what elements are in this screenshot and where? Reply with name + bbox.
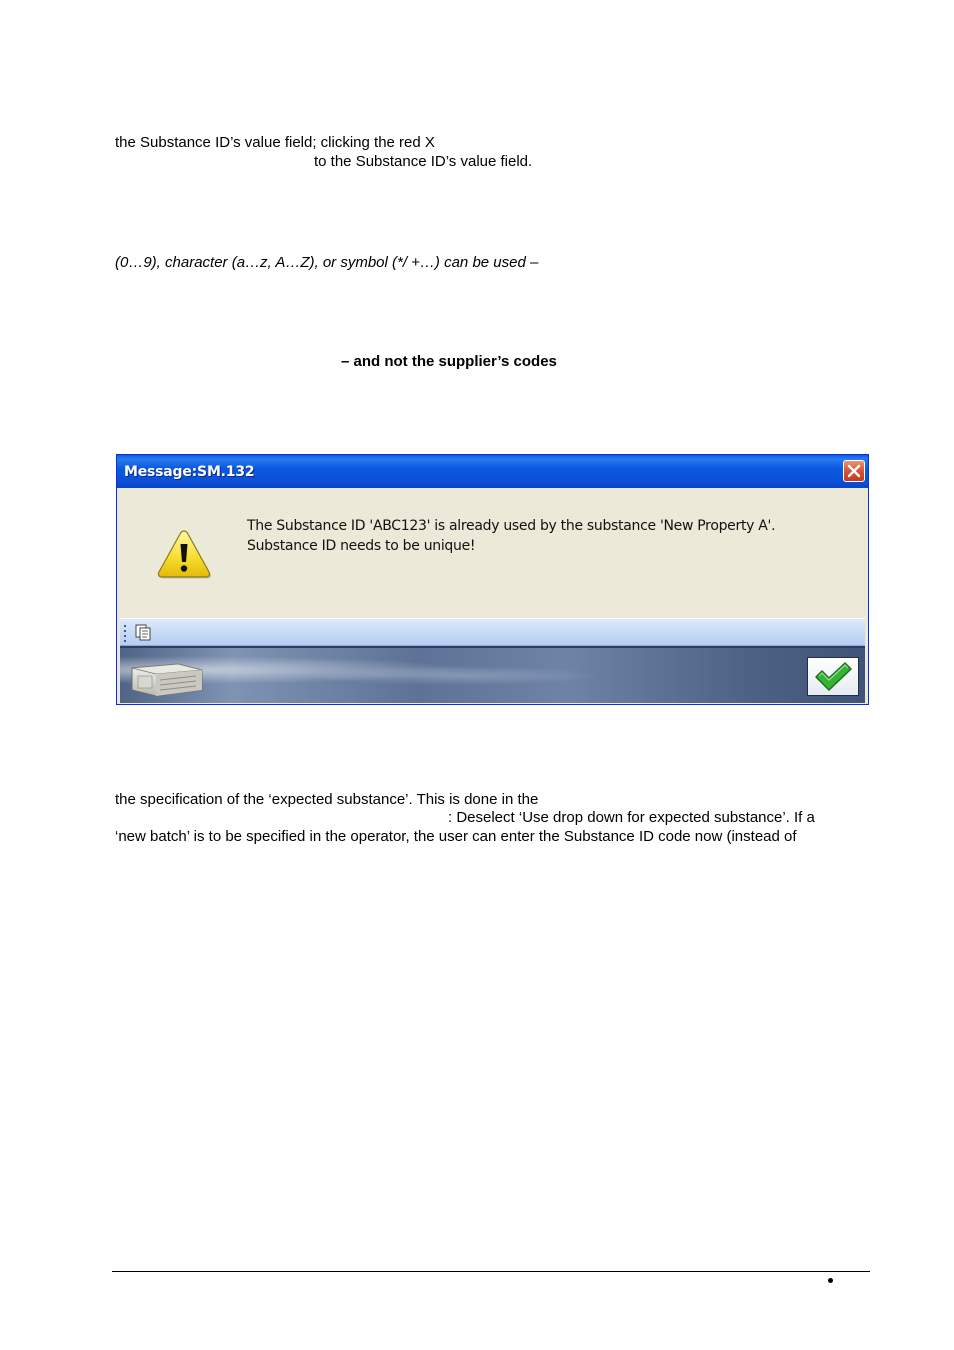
printer-icon: [126, 654, 206, 698]
close-button[interactable]: [843, 460, 865, 482]
dialog-footer: [120, 646, 865, 703]
dialog-title: Message:SM.132: [124, 464, 255, 480]
page-footer-bullet: [828, 1278, 833, 1283]
ok-button[interactable]: [807, 657, 859, 696]
message-dialog: [116, 454, 869, 705]
dialog-body: [120, 488, 865, 618]
paragraph-3-bold: – and not the supplier’s codes: [341, 353, 557, 370]
dialog-titlebar[interactable]: [117, 455, 868, 488]
paragraph-1-line-1: the Substance ID’s value field; clicking the red X: [115, 134, 435, 151]
copy-icon[interactable]: [134, 623, 152, 641]
paragraph-4-line-3: ‘new batch’ is to be specified in the operator, the user can enter the Substance ID code now (instead of: [115, 828, 797, 845]
close-icon: [844, 461, 864, 481]
paragraph-2-italic: (0…9), character (a…z, A…Z), or symbol (*/ +…) can be used –: [115, 254, 539, 271]
dialog-toolstrip: [120, 618, 865, 646]
checkmark-icon: [812, 660, 854, 693]
footer-background: [120, 648, 865, 703]
warning-icon: [156, 528, 212, 580]
toolstrip-grip-icon: [123, 624, 127, 642]
paragraph-4-line-2: : Deselect ‘Use drop down for expected substance’. If a: [448, 809, 815, 826]
paragraph-4-line-1: the specification of the ‘expected substance’. This is done in the: [115, 791, 539, 808]
message-line-2: Substance ID needs to be unique!: [247, 538, 476, 554]
message-line-1: The Substance ID 'ABC123' is already used by the substance 'New Property A'.: [247, 518, 776, 534]
page-footer-rule: [112, 1271, 870, 1272]
paragraph-1-line-2: to the Substance ID’s value field.: [314, 153, 533, 170]
